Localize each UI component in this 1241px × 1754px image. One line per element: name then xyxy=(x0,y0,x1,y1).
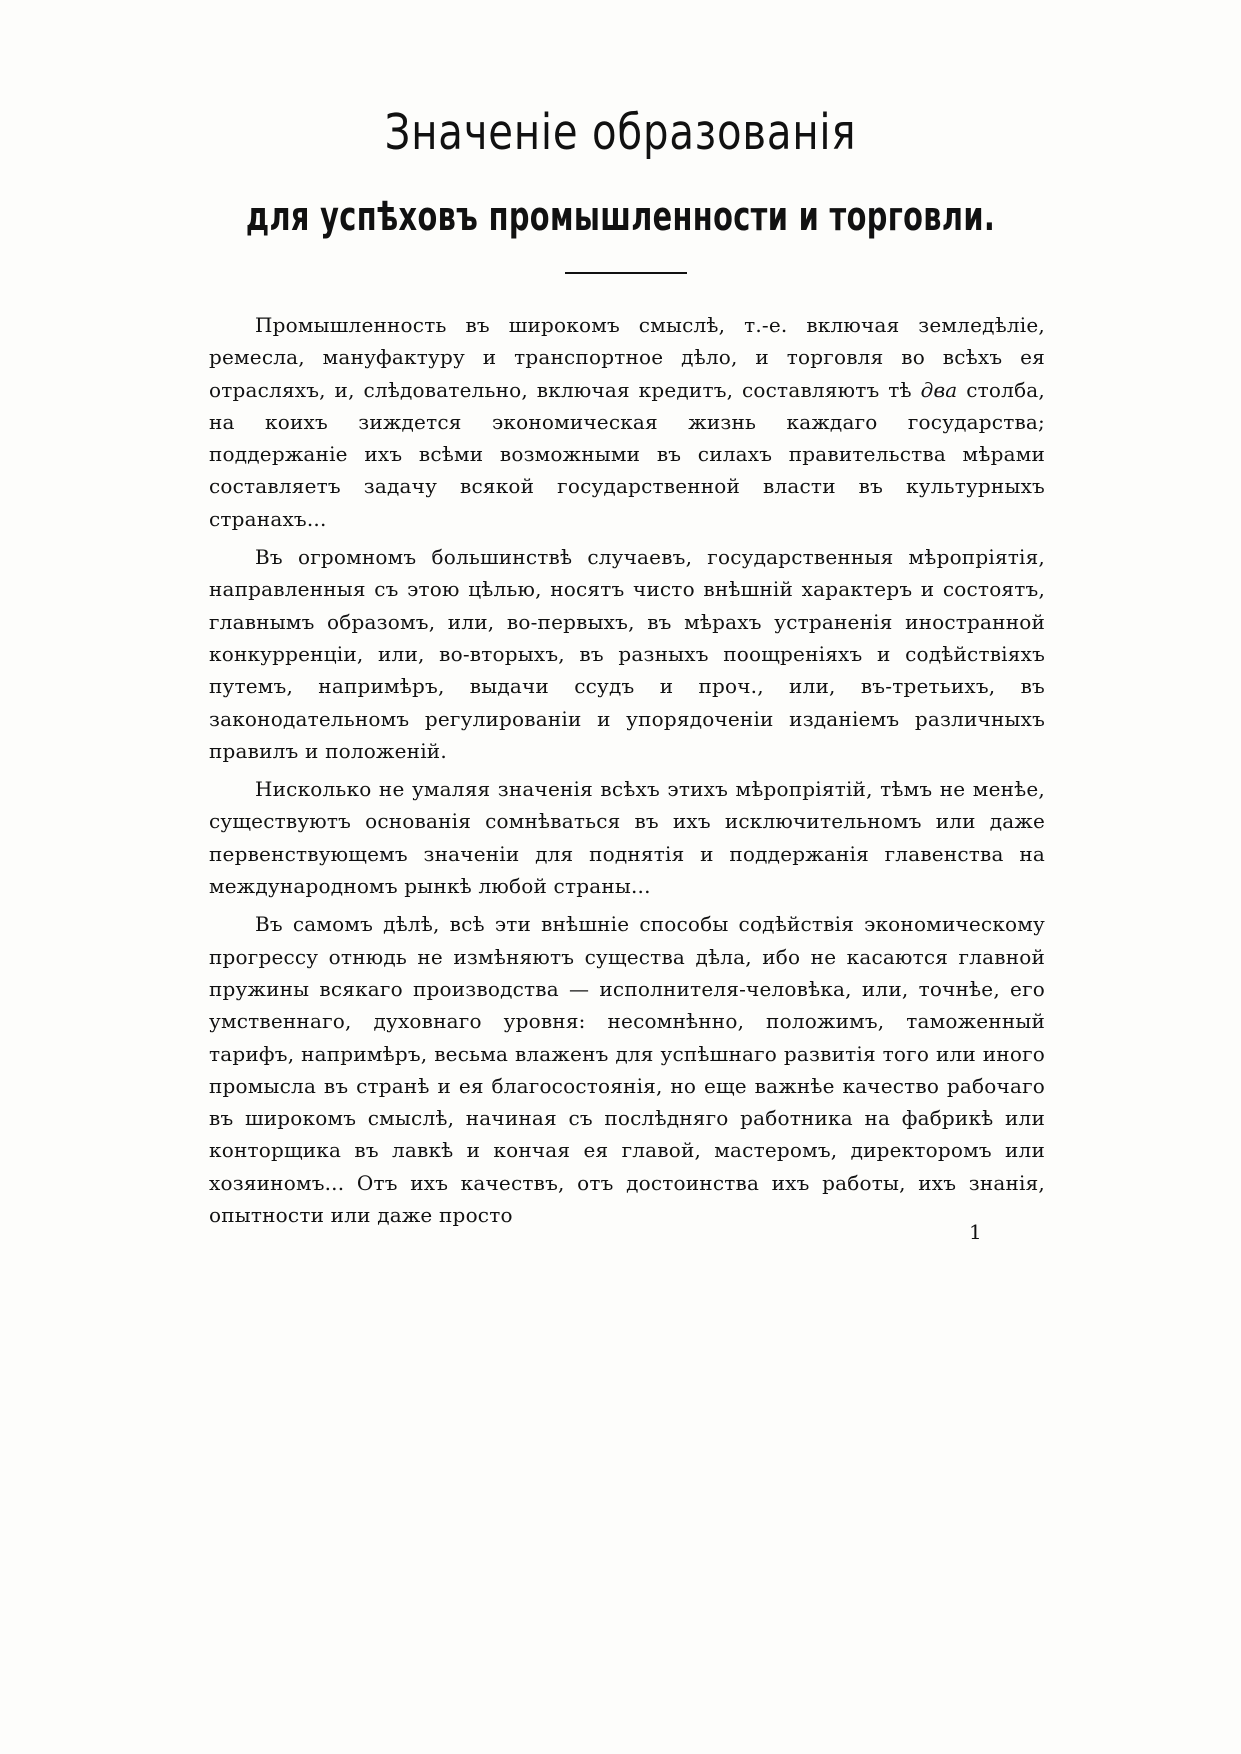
document-subtitle: для успѣховъ промышленности и торговли. xyxy=(245,194,996,240)
paragraph-1-text-a: Промышленность въ широкомъ смыслѣ, т.-е. включая земледѣліе, ремесла, мануфактуру и транспортное дѣло, и торговля во всѣхъ ея отрасляхъ, и, слѣдовательно, включая кредитъ, составляютъ тѣ xyxy=(209,313,1045,402)
body-text xyxy=(209,309,1045,1231)
paragraph-2: Въ огромномъ большинствѣ случаевъ, государственныя мѣропріятія, направленныя съ этою цѣлью, носятъ чисто внѣшній характеръ и состоятъ, главнымъ образомъ, или, во-первыхъ, въ мѣрахъ устраненія иностранной конкурренціи, или, во-вторыхъ, въ разныхъ поощреніяхъ и содѣйствіяхъ путемъ, напримѣръ, выдачи ссудъ и проч., или, въ-третьихъ, въ законодательномъ регулированіи и упорядоченіи изданіемъ различныхъ правилъ и положеній. xyxy=(209,545,1045,763)
page-number: 1 xyxy=(969,1220,982,1244)
paragraph-1-italic: два xyxy=(920,377,958,402)
document-title: Значеніе образованія xyxy=(384,104,857,161)
paragraph-1-text-b: столба, на коихъ зиждется экономическая жизнь каждаго государства; поддержаніе ихъ всѣми возможными въ силахъ правительства мѣрами составляетъ задачу всякой государственной власти въ культурныхъ странахъ... xyxy=(209,377,1045,531)
paragraph-1 xyxy=(209,309,1045,535)
paragraph-3: Нисколько не умаляя значенія всѣхъ этихъ мѣропріятій, тѣмъ не менѣе, существуютъ основанія сомнѣваться въ ихъ исключительномъ или даже первенствующемъ значеніи для поднятія и поддержанія главенства на международномъ рынкѣ любой страны... xyxy=(209,777,1045,899)
paragraph-4: Въ самомъ дѣлѣ, всѣ эти внѣшніе способы содѣйствія экономическому прогрессу отнюдь не измѣняютъ существа дѣла, ибо не касаются главной пружины всякаго производства — исполнителя-человѣка, или, точнѣе, его умственнаго, духовнаго уровня: несомнѣнно, положимъ, таможенный тарифъ, напримѣръ, весьма влаженъ для успѣшнаго развитія того или иного промысла въ странѣ и ея благосостоянія, но еще важнѣе качество рабочаго въ широкомъ смыслѣ, начиная съ послѣдняго работника на фабрикѣ или конторщика въ лавкѣ и кончая ея главой, мастеромъ, директоромъ или хозяиномъ... Отъ ихъ качествъ, отъ достоинства ихъ работы, ихъ знанія, опытности или даже просто xyxy=(209,912,1045,1228)
title-divider xyxy=(565,272,687,274)
